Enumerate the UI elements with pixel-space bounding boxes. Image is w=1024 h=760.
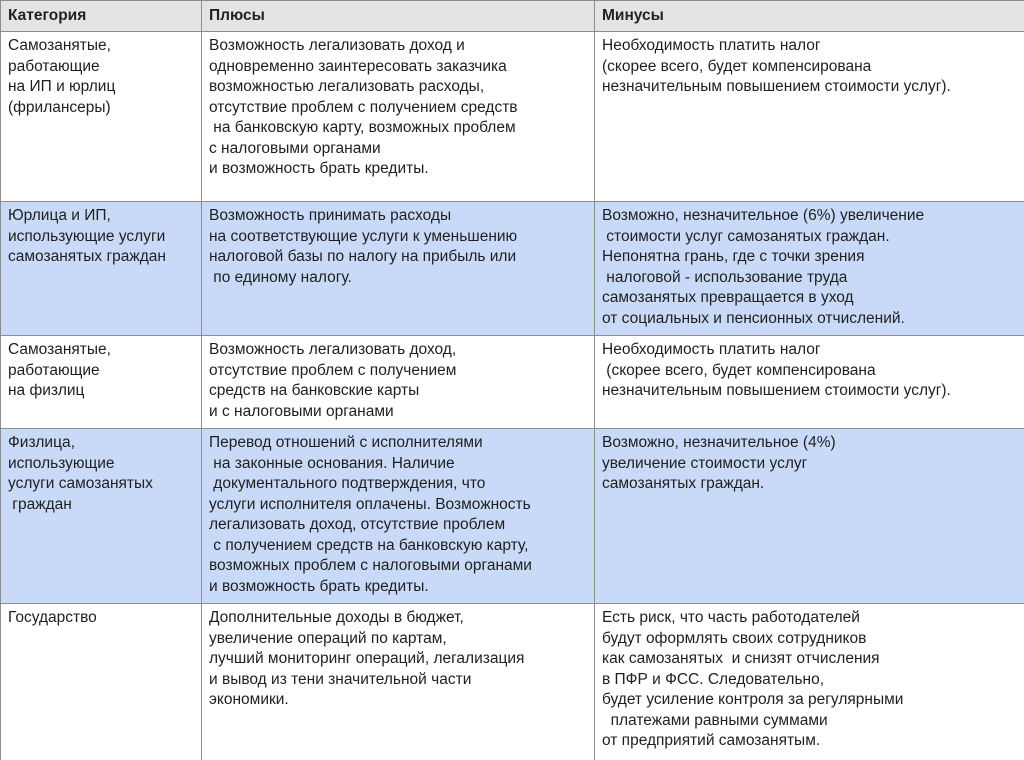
cell-text-line: на ИП и юрлиц bbox=[8, 78, 116, 95]
cell-text-line: с получением средств на банковскую карту, bbox=[209, 536, 529, 554]
cell-text-line: Есть риск, что часть работодателей bbox=[602, 609, 860, 626]
cell-text-line: по единому налогу. bbox=[209, 268, 352, 286]
cell-text-line: легализовать доход, отсутствие проблем bbox=[209, 516, 506, 533]
cell-text-line: Возможность принимать расходы bbox=[209, 207, 452, 224]
pros-cell bbox=[202, 202, 595, 336]
cell-text-line: увеличение стоимости услуг bbox=[602, 454, 808, 472]
cell-text-line: как самозанятых и снизят отчисления bbox=[602, 650, 880, 667]
pros-cell bbox=[202, 429, 595, 604]
table-row bbox=[1, 202, 1024, 336]
cell-text-line: документального подтверждения, что bbox=[209, 475, 486, 492]
cell-text-line: от социальных и пенсионных отчислений. bbox=[602, 309, 905, 327]
cell-text-line: налоговой - использование труда bbox=[602, 268, 848, 286]
cons-cell bbox=[595, 604, 1024, 760]
cell-text-line: Возможность легализовать доход, bbox=[209, 341, 457, 358]
cell-text-line: будут оформлять своих сотрудников bbox=[602, 629, 867, 647]
cell-text-line: на законные основания. Наличие bbox=[209, 454, 455, 472]
cell-text-line: работающие bbox=[8, 57, 100, 75]
cell-text-line: будет усиление контроля за регулярными bbox=[602, 691, 904, 708]
table-row bbox=[1, 336, 1024, 429]
cell-text-line: Возможно, незначительное (6%) увеличение bbox=[602, 207, 925, 224]
cell-text-line: отсутствие проблем с получением bbox=[209, 361, 457, 379]
category-cell bbox=[1, 429, 202, 604]
cell-text-line: с налоговыми органами bbox=[209, 139, 381, 157]
cell-text-line: Физлица, bbox=[8, 434, 75, 451]
cell-text-line: (скорее всего, будет компенсирована bbox=[602, 361, 876, 379]
cell-text-line: Государство bbox=[8, 609, 97, 626]
cell-text-line: услуги исполнителя оплачены. Возможность bbox=[209, 495, 531, 513]
cell-text-line: граждан bbox=[8, 495, 72, 513]
cell-text-line: Необходимость платить налог bbox=[602, 37, 821, 54]
cell-text-line: увеличение операций по картам, bbox=[209, 629, 447, 647]
header-row bbox=[1, 1, 1024, 32]
header-pros: Плюсы bbox=[202, 1, 595, 32]
cons-cell bbox=[595, 32, 1024, 202]
cell-text-line: (скорее всего, будет компенсирована bbox=[602, 57, 872, 75]
cell-text-line: и возможность брать кредиты. bbox=[209, 160, 429, 177]
table-body bbox=[1, 32, 1024, 760]
cell-text-line: Непонятна грань, где с точки зрения bbox=[602, 248, 865, 265]
pros-cell bbox=[202, 336, 595, 429]
cell-text-line: самозанятых граждан bbox=[8, 248, 166, 265]
cell-text-line: и с налоговыми органами bbox=[209, 402, 394, 420]
cell-text-line: на соответствующие услуги к уменьшению bbox=[209, 227, 518, 245]
cons-cell bbox=[595, 202, 1024, 336]
cell-text-line: Необходимость платить налог bbox=[602, 341, 821, 358]
cell-text-line: возможностью легализовать расходы, bbox=[209, 78, 485, 95]
cell-text-line: услуги самозанятых bbox=[8, 475, 153, 492]
table-row bbox=[1, 429, 1024, 604]
header-cons: Минусы bbox=[595, 1, 1024, 32]
cell-text-line: использующие услуги bbox=[8, 227, 166, 245]
cell-text-line: на физлиц bbox=[8, 382, 85, 399]
cons-cell bbox=[595, 336, 1024, 429]
cell-text-line: Возможно, незначительное (4%) bbox=[602, 434, 836, 451]
header-category: Категория bbox=[1, 1, 202, 32]
cons-cell bbox=[595, 429, 1024, 604]
cell-text-line: Перевод отношений с исполнителями bbox=[209, 434, 483, 451]
cell-text-line: (фрилансеры) bbox=[8, 98, 111, 116]
cell-text-line: экономики. bbox=[209, 691, 289, 708]
cell-text-line: стоимости услуг самозанятых граждан. bbox=[602, 227, 890, 245]
cell-text-line: незначительным повышением стоимости услуг). bbox=[602, 382, 951, 399]
category-cell bbox=[1, 202, 202, 336]
pros-cell bbox=[202, 32, 595, 202]
pros-cell bbox=[202, 604, 595, 760]
cell-text-line: работающие bbox=[8, 361, 100, 379]
cell-text-line: возможных проблем с налоговыми органами bbox=[209, 557, 532, 574]
category-cell bbox=[1, 336, 202, 429]
cell-text-line: незначительным повышением стоимости услуг). bbox=[602, 78, 951, 95]
cell-text-line: от предприятий самозанятым. bbox=[602, 732, 821, 749]
cell-text-line: самозанятых граждан. bbox=[602, 475, 765, 492]
cell-text-line: на банковскую карту, возможных проблем bbox=[209, 119, 516, 136]
cell-text-line: Самозанятые, bbox=[8, 37, 111, 54]
cell-text-line: платежами равными суммами bbox=[602, 711, 828, 729]
cell-text-line: средств на банковские карты bbox=[209, 382, 420, 399]
cell-text-line: отсутствие проблем с получением средств bbox=[209, 98, 518, 116]
cell-text-line: и вывод из тени значительной части bbox=[209, 670, 472, 688]
cell-text-line: одновременно заинтересовать заказчика bbox=[209, 57, 507, 75]
cell-text-line: и возможность брать кредиты. bbox=[209, 577, 429, 595]
cell-text-line: Юрлица и ИП, bbox=[8, 207, 111, 224]
category-cell bbox=[1, 604, 202, 760]
category-cell bbox=[1, 32, 202, 202]
cell-text-line: Дополнительные доходы в бюджет, bbox=[209, 609, 464, 626]
cell-text-line: самозанятых превращается в уход bbox=[602, 289, 854, 306]
cell-text-line: Возможность легализовать доход и bbox=[209, 37, 465, 54]
cell-text-line: в ПФР и ФСС. Следовательно, bbox=[602, 670, 825, 688]
table-row bbox=[1, 604, 1024, 760]
cell-text-line: Самозанятые, bbox=[8, 341, 111, 358]
cell-text-line: лучший мониторинг операций, легализация bbox=[209, 650, 525, 667]
table-row bbox=[1, 32, 1024, 202]
cell-text-line: использующие bbox=[8, 454, 115, 472]
cell-text-line: налоговой базы по налогу на прибыль или bbox=[209, 248, 517, 265]
